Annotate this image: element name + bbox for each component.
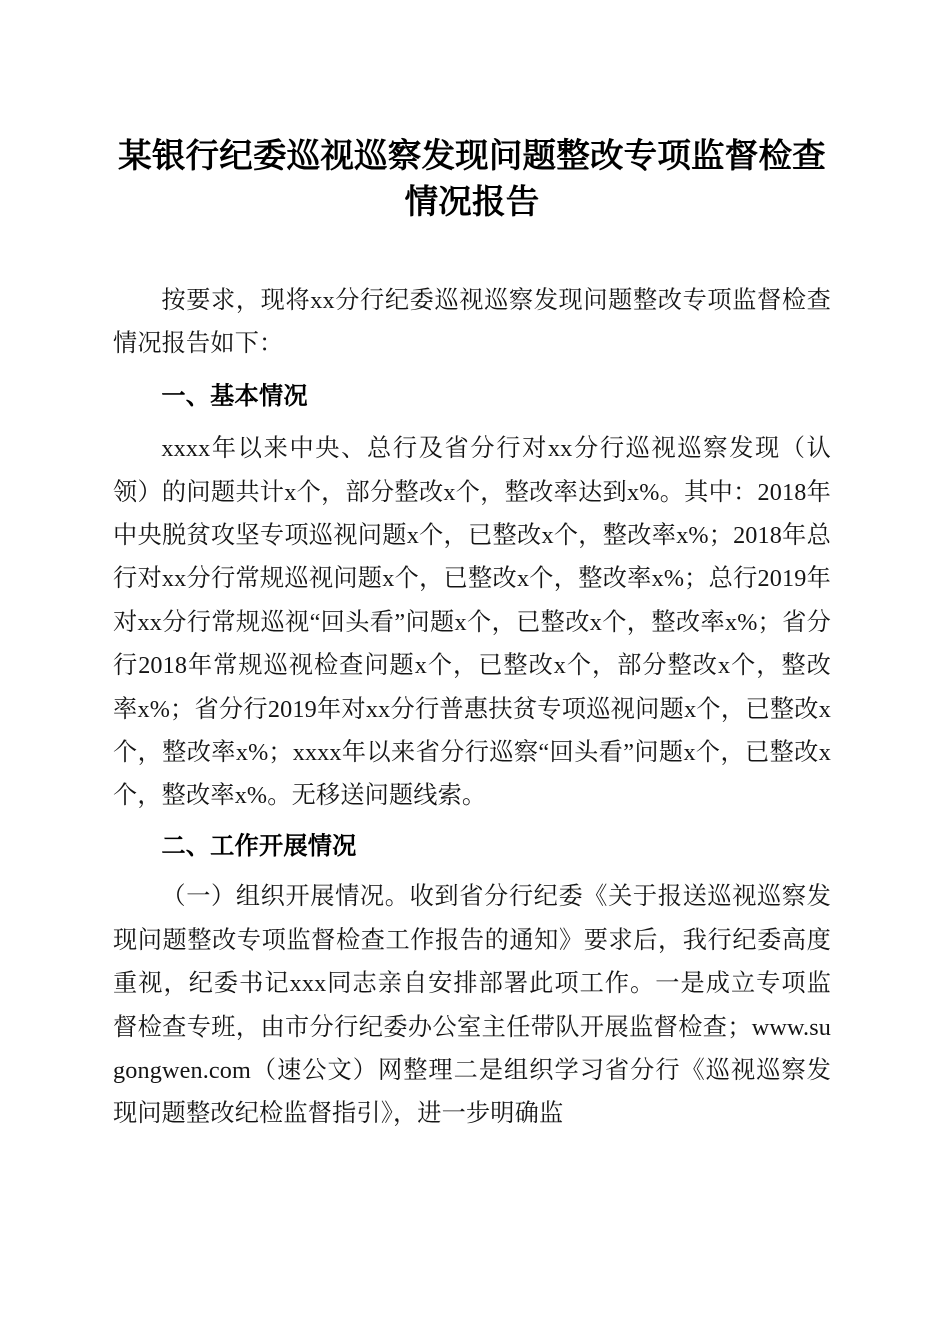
section-heading-work-progress: 二、工作开展情况: [161, 832, 357, 860]
page-title: 某银行纪委巡视巡察发现问题整改专项监督检查情况报告: [118, 138, 826, 221]
section-heading-basic-situation: 一、基本情况: [161, 382, 308, 410]
section-paragraph-organization: （一）组织开展情况。收到省分行纪委《关于报送巡视巡察发现问题整改专项监督检查工作报告的通知》要求后，我行纪委高度重视，纪委书记xxx同志亲自安排部署此项工作。一是成立专项监督检查专班，由市分行纪委办公室主任带队开展监督检查；www.sugongwen.com（速公文）网整理二是组织学习省分行《巡视巡察发现问题整改纪检监督指引》，进一步明确监: [113, 883, 831, 1128]
intro-paragraph: 按要求，现将xx分行纪委巡视巡察发现问题整改专项监督检查情况报告如下：: [113, 287, 831, 358]
document-content: [113, 0, 831, 1136]
section-paragraph-basic-situation: xxxx年以来中央、总行及省分行对xx分行巡视巡察发现（认领）的问题共计x个，部分整改x个，整改率达到x%。其中：2018年中央脱贫攻坚专项巡视问题x个，已整改x个，整改率x%；2018年总行对xx分行常规巡视问题x个，已整改x个，整改率x%；总行2019年对xx分行常规巡视“回头看”问题x个，已整改x个，整改率x%；省分行2018年常规巡视检查问题x个，已整改x个，部分整改x个，整改率x%；省分行2019年对xx分行普惠扶贫专项巡视问题x个，已整改x个，整改率x%；xxxx年以来省分行巡察“回头看”问题x个，已整改x个，整改率x%。无移送问题线索。: [113, 435, 831, 810]
